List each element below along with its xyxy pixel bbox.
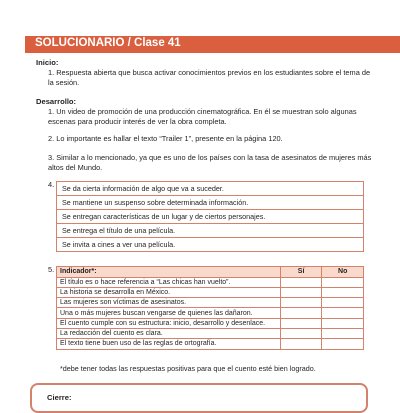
list-item: Se entregan características de un lugar y de ciertos personajes. — [57, 210, 363, 224]
question-4-number: 4. — [48, 180, 55, 189]
desarrollo-item-3-line-1: 3. Similar a lo mencionado, ya que es uno de los países con la tasa de asesinatos de mujeres más — [48, 153, 372, 162]
no-cell — [322, 339, 364, 349]
yes-cell — [280, 287, 322, 297]
indicator-table — [56, 266, 364, 350]
table-row — [57, 277, 364, 287]
no-cell — [322, 277, 364, 287]
no-column-header: No — [322, 267, 364, 278]
no-cell — [322, 318, 364, 328]
table-row — [57, 328, 364, 338]
table-row — [57, 308, 364, 318]
indicator-cell: La redacción del cuento es clara. — [57, 328, 281, 338]
inicio-item-1-line-1: 1. Respuesta abierta que busca activar conocimientos previos en los estudiantes sobre el tema de — [48, 68, 371, 77]
table-row — [57, 287, 364, 297]
indicator-cell: La historia se desarrolla en México. — [57, 287, 281, 297]
yes-cell — [280, 298, 322, 308]
indicator-cell: Una o más mujeres buscan vengarse de quienes las dañaron. — [57, 308, 281, 318]
yes-cell — [280, 318, 322, 328]
indicator-cell: El título es o hace referencia a “Las chicas han vuelto”. — [57, 277, 281, 287]
indicator-column-header: Indicador*: — [57, 267, 281, 278]
inicio-item-1-line-2: la sesión. — [48, 78, 80, 87]
no-cell — [322, 298, 364, 308]
yes-cell — [280, 328, 322, 338]
indicator-cell: El cuento cumple con su estructura: inicio, desarrollo y desenlace. — [57, 318, 281, 328]
list-item: Se mantiene un suspenso sobre determinada información. — [57, 196, 363, 210]
list-item: Se invita a cines a ver una película. — [62, 240, 176, 249]
yes-cell — [280, 308, 322, 318]
table-footnote: *debe tener todas las respuestas positivas para que el cuento esté bien logrado. — [60, 364, 316, 373]
cierre-box — [30, 383, 368, 413]
yes-cell — [280, 277, 322, 287]
table-header-row — [57, 267, 364, 278]
yes-cell — [280, 339, 322, 349]
question-5-number: 5. — [48, 265, 55, 274]
desarrollo-item-2: 2. Lo importante es hallar el texto “Trailer 1”, presente en la página 120. — [48, 134, 283, 143]
no-cell — [322, 308, 364, 318]
desarrollo-item-1-line-2: escenas para producir interés de ver la obra completa. — [48, 117, 227, 126]
question-4-list — [56, 181, 364, 252]
cierre-heading: Cierre: — [47, 393, 72, 402]
page-title: SOLUCIONARIO / Clase 41 — [35, 37, 181, 49]
indicator-cell: El texto tiene buen uso de las reglas de ortografía. — [57, 339, 281, 349]
desarrollo-item-3-line-2: altos del Mundo. — [48, 163, 103, 172]
no-cell — [322, 328, 364, 338]
page-header-bar — [25, 36, 400, 53]
inicio-heading: Inicio: — [36, 58, 59, 67]
list-item: Se entrega el título de una película. — [57, 224, 363, 238]
indicator-cell: Las mujeres son víctimas de asesinatos. — [57, 298, 281, 308]
table-row — [57, 318, 364, 328]
list-item: Se da cierta información de algo que va a suceder. — [57, 182, 363, 196]
yes-column-header: Sí — [280, 267, 322, 278]
desarrollo-heading: Desarrollo: — [36, 97, 77, 106]
table-row — [57, 339, 364, 349]
table-row — [57, 298, 364, 308]
no-cell — [322, 287, 364, 297]
desarrollo-item-1-line-1: 1. Un video de promoción de una producción cinematográfica. En él se muestran solo algunas — [48, 107, 357, 116]
